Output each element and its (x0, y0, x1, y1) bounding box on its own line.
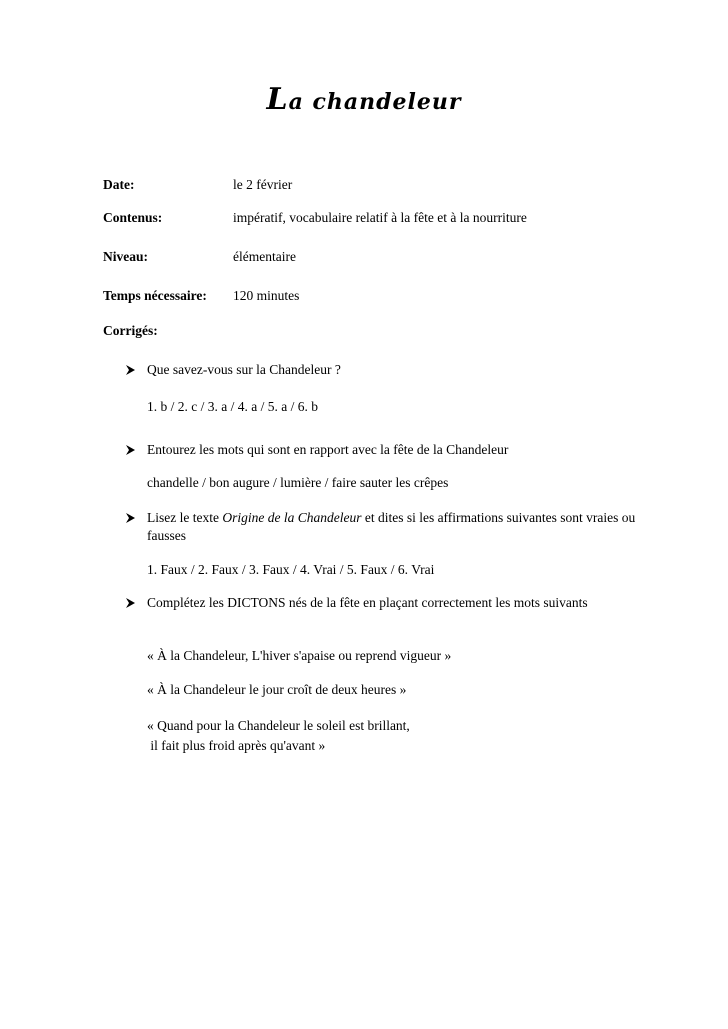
bullet-text (147, 509, 647, 545)
meta-value: impératif, vocabulaire relatif à la fête et à la nourriture (233, 210, 527, 225)
arrow-bullet-icon (125, 361, 137, 379)
document-title (0, 82, 728, 117)
answer-line: 1. b / 2. c / 3. a / 4. a / 5. a / 6. b (147, 399, 318, 414)
dicton-line: « À la Chandeleur le jour croît de deux heures » (147, 682, 407, 697)
meta-value: 120 minutes (233, 288, 300, 303)
arrow-bullet-icon (125, 441, 137, 459)
meta-row-date (103, 176, 663, 194)
answer-line: chandelle / bon augure / lumière / faire sauter les crêpes (147, 475, 449, 490)
arrow-bullet-icon (125, 509, 137, 527)
dicton-line: il fait plus froid après qu'avant » (147, 738, 326, 753)
meta-label: Niveau: (103, 249, 148, 264)
meta-row-contenus (103, 209, 663, 227)
meta-value: le 2 février (233, 177, 293, 192)
meta-label: Temps nécessaire: (103, 288, 207, 303)
dicton-line: « Quand pour la Chandeleur le soleil est brillant, (147, 718, 410, 733)
bullet-text-before: Lisez le texte (147, 510, 223, 525)
bullet-text-after: et dites si les affirmations suivantes sont vraies ou fausses (147, 510, 636, 543)
title-rest: a chandeleur (288, 89, 462, 115)
dicton-line: « À la Chandeleur, L'hiver s'apaise ou reprend vigueur » (147, 648, 452, 663)
arrow-bullet-icon (125, 594, 137, 612)
title-initial: L (266, 82, 289, 117)
meta-value: élémentaire (233, 249, 296, 264)
section-label-corriges: Corrigés: (103, 323, 158, 338)
bullet-text-italic: Origine de la Chandeleur (222, 510, 362, 525)
bullet-text: Que savez-vous sur la Chandeleur ? (147, 362, 341, 377)
answer-line: 1. Faux / 2. Faux / 3. Faux / 4. Vrai / 5. Faux / 6. Vrai (147, 562, 435, 577)
meta-row-niveau (103, 248, 663, 266)
meta-row-temps (103, 287, 663, 305)
bullet-text: Complétez les DICTONS nés de la fête en plaçant correctement les mots suivants (147, 595, 588, 610)
meta-label: Date: (103, 177, 135, 192)
bullet-text: Entourez les mots qui sont en rapport avec la fête de la Chandeleur (147, 442, 509, 457)
meta-label: Contenus: (103, 210, 163, 225)
